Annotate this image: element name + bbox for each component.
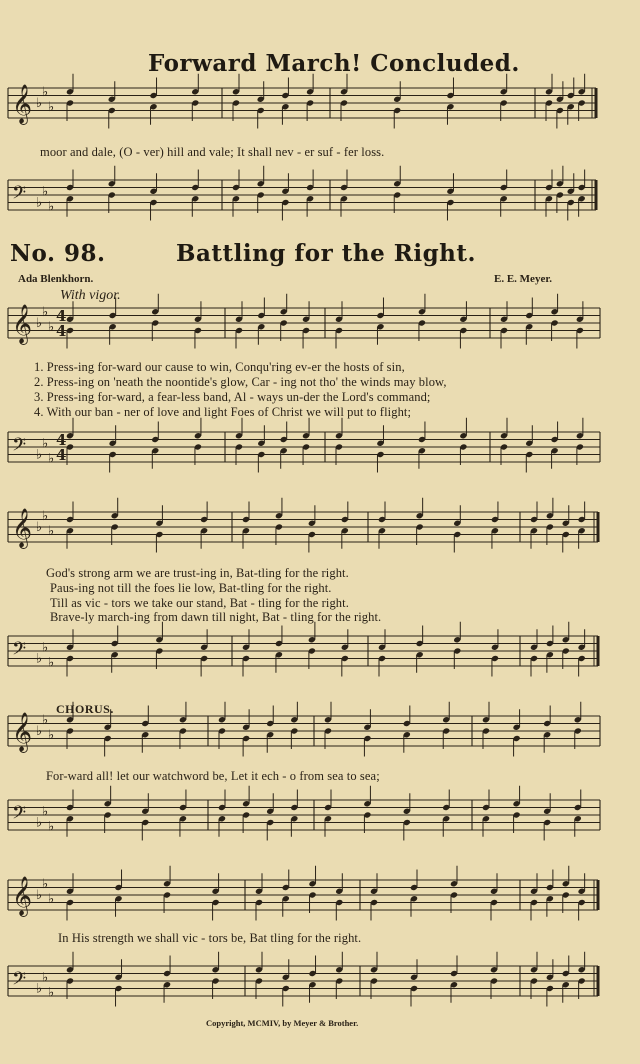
verse-4-line-1: 4. With our ban - ner of love and light Foes of Christ we will put to flight; (34, 405, 412, 419)
treble-clef-icon: 𝄞 (12, 304, 33, 344)
verse-2-line-1: 2. Press-ing on 'neath the noontide's glow, Car - ing not tho' the winds may blow, (34, 375, 447, 389)
chorus-label: CHORUS. (56, 702, 114, 716)
lyricist: Ada Blenkhorn. (18, 273, 94, 285)
treble-clef-icon: 𝄞 (12, 508, 33, 548)
time-signature: 4 (56, 322, 67, 340)
flat-icon: ♭ (48, 523, 55, 539)
flat-icon: ♭ (48, 319, 55, 335)
treble-clef-icon: 𝄞 (12, 876, 33, 916)
verse-3-line-2: Till as vic - tors we take our stand, Bat - tling for the right. (50, 596, 349, 610)
flat-icon: ♭ (42, 804, 49, 820)
flat-icon: ♭ (42, 184, 49, 200)
flat-icon: ♭ (42, 876, 49, 892)
flat-icon: ♭ (36, 195, 43, 211)
flat-icon: ♭ (36, 316, 43, 331)
treble-clef-icon: 𝄞 (12, 712, 33, 752)
staff-5 (8, 512, 598, 542)
flat-icon: ♭ (42, 508, 49, 524)
verse-2-line-2: Paus-ing not till the foes lie low, Bat-tling for the right. (50, 581, 332, 595)
time-signature: 4 (56, 446, 67, 464)
time-signature: 4 (56, 307, 67, 325)
verse-4-line-2: Brave-ly march-ing from dawn till night, Bat - tling for the right. (50, 610, 382, 624)
flat-icon: ♭ (42, 970, 49, 986)
flat-icon: ♭ (36, 447, 43, 463)
staff-8 (8, 800, 600, 830)
flat-icon: ♭ (36, 520, 43, 535)
flat-icon: ♭ (48, 727, 55, 743)
chorus-line-2: In His strength we shall vic - tors be, Bat tling for the right. (58, 931, 362, 945)
staff-9 (8, 880, 598, 910)
bass-clef-icon: 𝄢 (12, 183, 27, 208)
flat-icon: ♭ (36, 815, 43, 831)
flat-icon: ♭ (48, 819, 55, 835)
flat-icon: ♭ (48, 99, 55, 115)
flat-icon: ♭ (42, 436, 49, 452)
flat-icon: ♭ (36, 651, 43, 667)
bass-clef-icon: 𝄢 (12, 803, 27, 828)
flat-icon: ♭ (36, 981, 43, 997)
staff-7 (8, 716, 600, 746)
staff-1 (8, 88, 596, 118)
staff-3 (8, 308, 600, 338)
time-signature: 4 (56, 431, 67, 449)
flat-icon: ♭ (36, 96, 43, 111)
song-number: No. 98. (10, 240, 106, 267)
treble-clef-icon: 𝄞 (12, 84, 33, 124)
composer: E. E. Meyer. (494, 273, 552, 285)
flat-icon: ♭ (48, 985, 55, 1001)
flat-icon: ♭ (42, 84, 49, 100)
bass-clef-icon: 𝄢 (12, 639, 27, 664)
header-title: Forward March! Concluded. (148, 50, 520, 77)
flat-icon: ♭ (42, 304, 49, 320)
bass-clef-icon: 𝄢 (12, 435, 27, 460)
staff-10 (8, 966, 598, 996)
verse-1-line-1: 1. Press-ing for-ward our cause to win, Conqu'ring ev-er the hosts of sin, (34, 360, 405, 374)
staff-2 (8, 180, 596, 210)
flat-icon: ♭ (36, 724, 43, 739)
staff-6 (8, 636, 598, 666)
flat-icon: ♭ (48, 655, 55, 671)
bass-clef-icon: 𝄢 (12, 969, 27, 994)
verse-3-line-1: 3. Press-ing for-ward, a fear-less band, Al - ways un-der the Lord's command; (34, 390, 431, 404)
tempo-marking: With vigor. (60, 288, 121, 303)
flat-icon: ♭ (48, 451, 55, 467)
concluded-lyric: moor and dale, (O - ver) hill and vale; It shall nev - er suf - fer loss. (40, 145, 385, 159)
flat-icon: ♭ (42, 712, 49, 728)
flat-icon: ♭ (48, 199, 55, 215)
flat-icon: ♭ (48, 891, 55, 907)
chorus-line-1: For-ward all! let our watchword be, Let it ech - o from sea to sea; (46, 769, 380, 783)
copyright-notice: Copyright, MCMIV, by Meyer & Brother. (206, 1018, 359, 1028)
song-title: Battling for the Right. (176, 240, 477, 267)
flat-icon: ♭ (36, 888, 43, 903)
verse-1-line-2: God's strong arm we are trust-ing in, Bat-tling for the right. (46, 566, 349, 580)
flat-icon: ♭ (42, 640, 49, 656)
